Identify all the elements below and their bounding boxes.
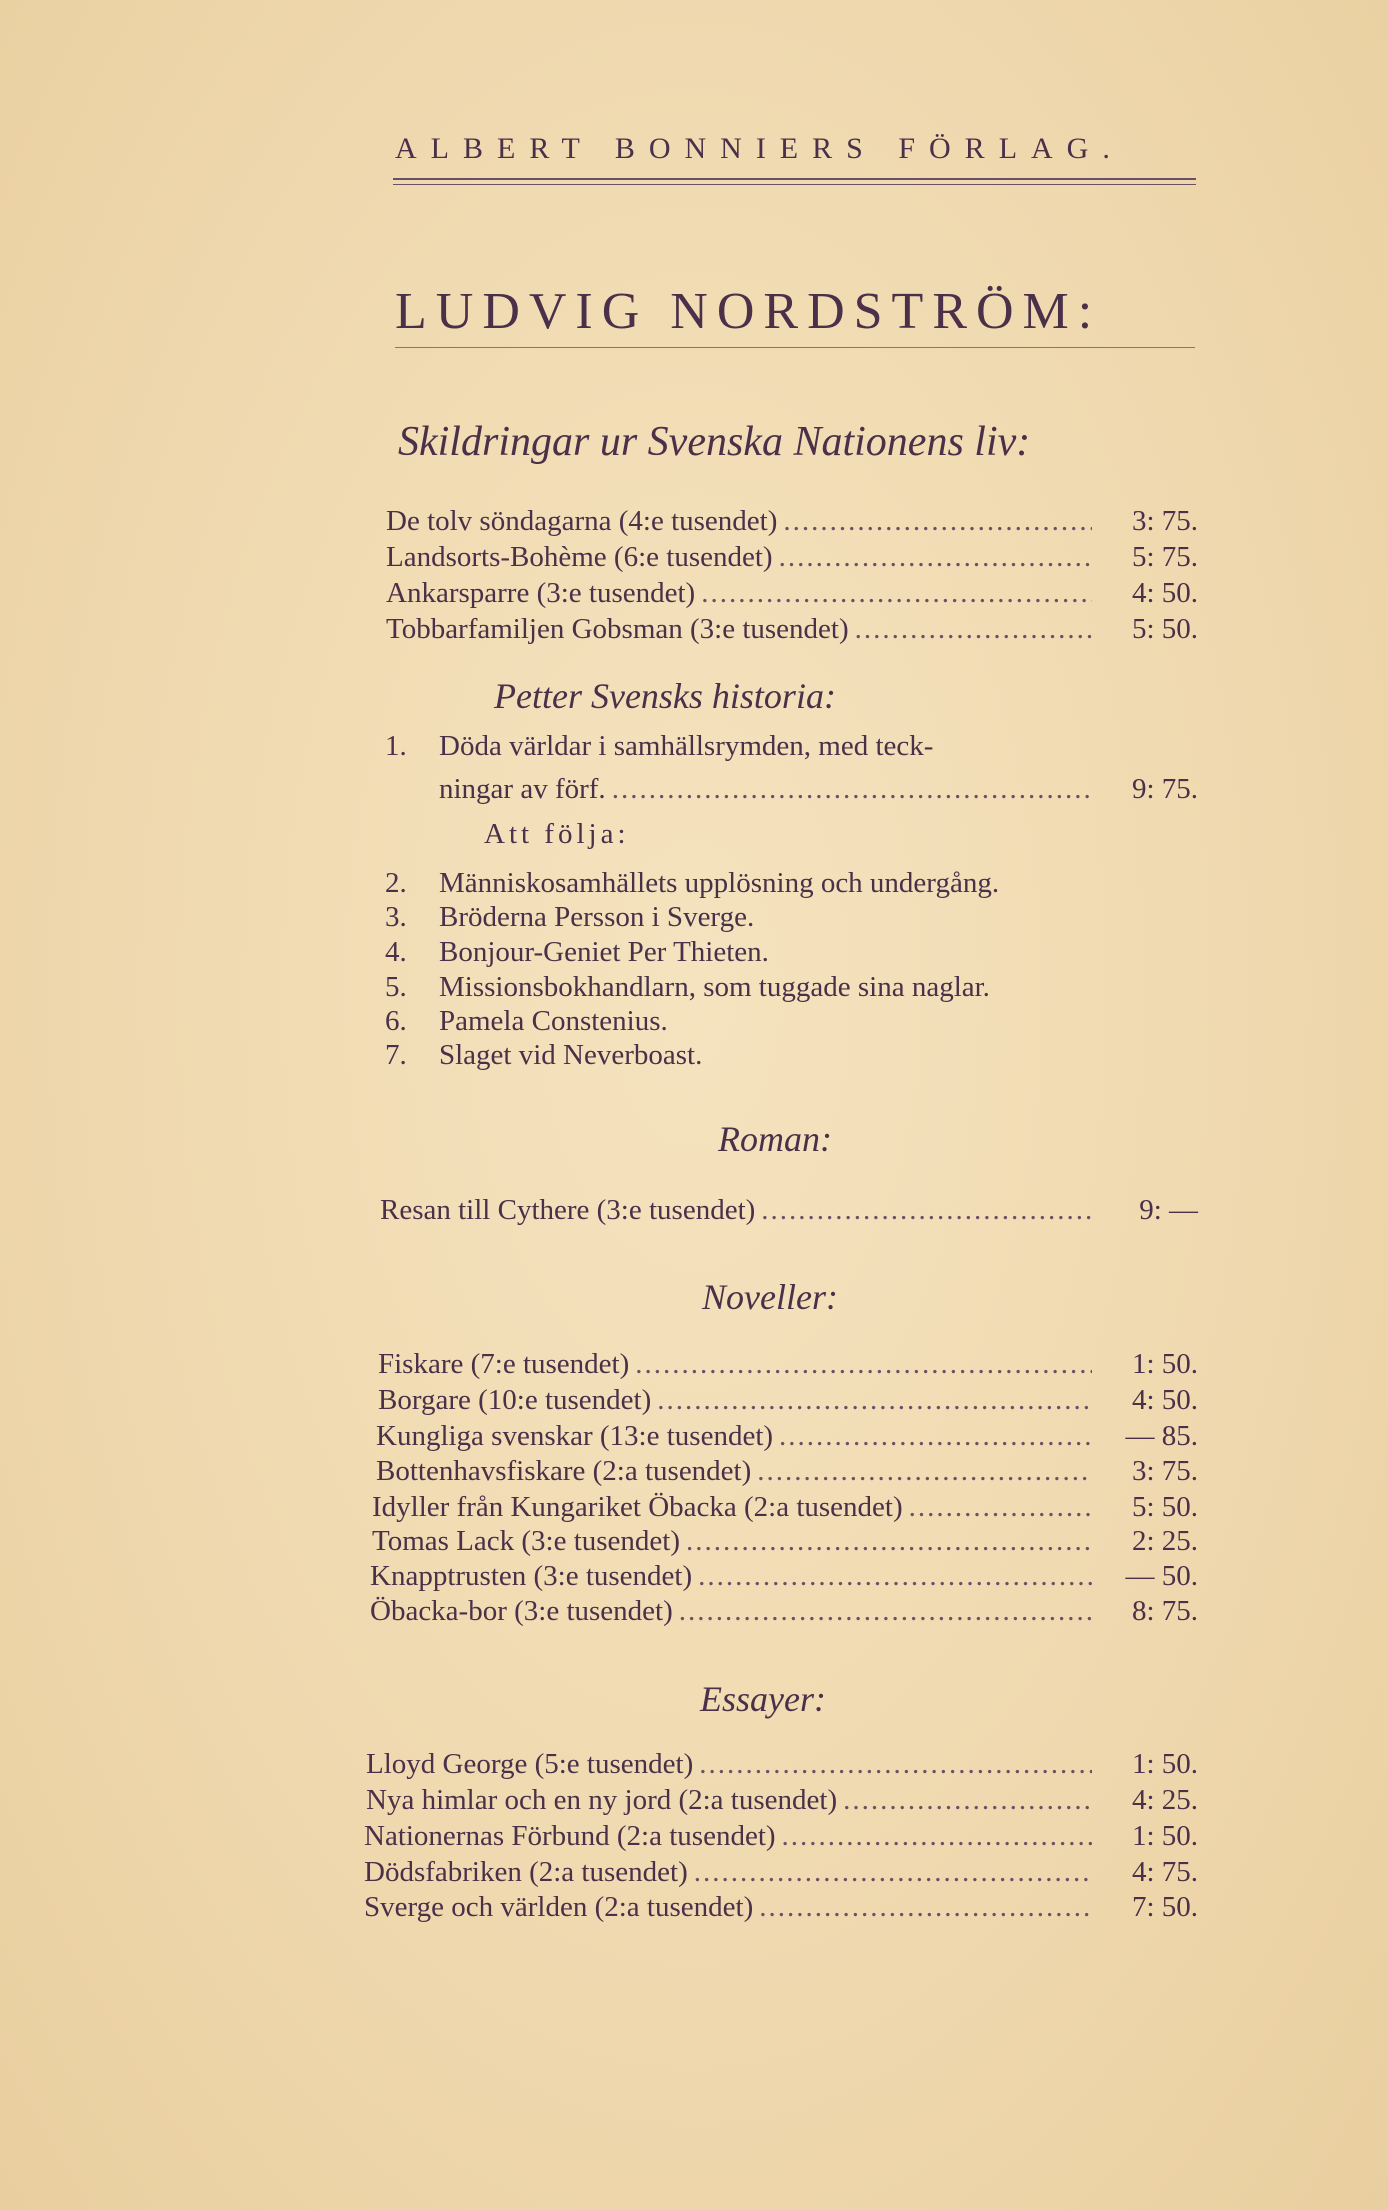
item-title: Lloyd George (5:e tusendet) [366,1748,694,1780]
list-item [385,901,754,934]
dot-leader [701,577,1092,610]
item-title: Knapptrusten (3:e tusendet) [370,1560,693,1592]
section-title-noveller: Noveller: [702,1277,838,1317]
dot-leader [759,1891,1092,1924]
item-title: Bonjour-Geniet Per Thieten. [439,936,769,968]
section-title-petter: Petter Svensks historia: [494,676,836,716]
item-title: Ankarsparre (3:e tusendet) [386,577,696,609]
publisher-rule-thin [393,184,1196,185]
dot-leader [783,505,1092,538]
list-item [385,936,769,969]
author-rule [395,347,1195,348]
item-price: 3: 75. [1131,1455,1198,1487]
dot-leader [612,773,1092,806]
item-title: De tolv söndagarna (4:e tusendet) [386,505,778,537]
item-title: Tomas Lack (3:e tusendet) [372,1525,680,1557]
item-price: 5: 75. [1131,541,1198,573]
item-number: 3. [385,901,407,933]
item-title: Pamela Constenius. [439,1005,668,1037]
item-title: Människosamhällets upplösning och undergång. [439,867,1000,899]
item-price: 1: 50. [1131,1820,1198,1852]
dot-leader [679,1595,1092,1628]
author-heading: LUDVIG NORDSTRÖM: [395,283,1102,340]
list-item [364,1820,1198,1853]
dot-leader [635,1348,1092,1381]
item-title: Borgare (10:e tusendet) [378,1384,652,1416]
dot-leader [779,1420,1092,1453]
section-title-roman: Roman: [718,1119,832,1159]
dot-leader [779,541,1092,574]
section-title-skildringar: Skildringar ur Svenska Nationens liv: [398,419,1031,465]
item-price: 9: 75. [1131,773,1198,805]
dot-leader [782,1820,1092,1853]
list-item [386,613,1198,646]
list-item [386,541,1198,574]
list-item [386,505,1198,538]
list-item [385,867,999,900]
dot-leader [686,1525,1092,1558]
publisher-heading: ALBERT BONNIERS FÖRLAG. [395,132,1124,165]
list-item [370,1560,1198,1593]
item-number: 1. [385,730,407,762]
dot-leader [698,1560,1092,1593]
item-price: 4: 25. [1131,1784,1198,1816]
dot-leader [699,1748,1092,1781]
dot-leader [757,1455,1092,1488]
item-price: 3: 75. [1131,505,1198,537]
list-item [372,1525,1198,1558]
dot-leader [761,1194,1092,1227]
dot-leader [909,1491,1092,1524]
item-title: ningar av förf. [439,773,606,805]
item-title: Nya himlar och en ny jord (2:a tusendet) [366,1784,838,1816]
list-item [366,1748,1198,1781]
list-item [380,1194,1198,1227]
list-item [370,1595,1198,1628]
item-number: 6. [385,1005,407,1037]
item-title: Öbacka-bor (3:e tusendet) [370,1595,673,1627]
item-price: 2: 25. [1131,1525,1198,1557]
list-item [372,1491,1198,1524]
item-price: 4: 50. [1131,577,1198,609]
item-number: 2. [385,867,407,899]
list-item [385,1039,702,1072]
list-item [385,1005,668,1038]
list-item [378,1348,1198,1381]
list-item [376,1455,1198,1488]
list-item [386,577,1198,610]
item-number: 4. [385,936,407,968]
item-title: Slaget vid Neverboast. [439,1039,703,1071]
dot-leader [855,613,1092,646]
publisher-rule [393,178,1196,180]
item-title: Bröderna Persson i Sverge. [439,901,755,933]
item-price: 9: — [1139,1194,1198,1226]
list-item [385,730,933,763]
item-price: 4: 50. [1131,1384,1198,1416]
item-title: Idyller från Kungariket Öbacka (2:a tusendet) [372,1491,903,1523]
list-item [385,971,990,1004]
item-title: Sverge och världen (2:a tusendet) [364,1891,754,1923]
item-number: 5. [385,971,407,1003]
dot-leader [694,1856,1092,1889]
item-price: 1: 50. [1131,1348,1198,1380]
item-title: Döda världar i samhällsrymden, med teck- [439,730,934,762]
item-price: 4: 75. [1131,1856,1198,1888]
item-title: Dödsfabriken (2:a tusendet) [364,1856,688,1888]
list-item [366,1784,1198,1817]
list-item-continuation [439,773,1198,806]
item-title: Kungliga svenskar (13:e tusendet) [376,1420,774,1452]
att-folja-label: Att följa: [484,818,630,850]
list-item [376,1420,1198,1453]
item-number: 7. [385,1039,407,1071]
item-title: Resan till Cythere (3:e tusendet) [380,1194,756,1226]
list-item [364,1891,1198,1924]
section-title-essayer: Essayer: [700,1679,826,1719]
list-item [378,1384,1198,1417]
item-price: — 85. [1125,1420,1198,1452]
item-title: Missionsbokhandlarn, som tuggade sina naglar. [439,971,990,1003]
dot-leader [657,1384,1092,1417]
item-price: — 50. [1125,1560,1198,1592]
item-title: Fiskare (7:e tusendet) [378,1348,630,1380]
item-title: Landsorts-Bohème (6:e tusendet) [386,541,773,573]
item-price: 7: 50. [1131,1891,1198,1923]
item-title: Tobbarfamiljen Gobsman (3:e tusendet) [386,613,849,645]
item-title: Nationernas Förbund (2:a tusendet) [364,1820,776,1852]
item-price: 5: 50. [1131,613,1198,645]
item-title: Bottenhavsfiskare (2:a tusendet) [376,1455,752,1487]
item-price: 8: 75. [1131,1595,1198,1627]
dot-leader [843,1784,1092,1817]
item-price: 1: 50. [1131,1748,1198,1780]
item-price: 5: 50. [1131,1491,1198,1523]
list-item [364,1856,1198,1889]
